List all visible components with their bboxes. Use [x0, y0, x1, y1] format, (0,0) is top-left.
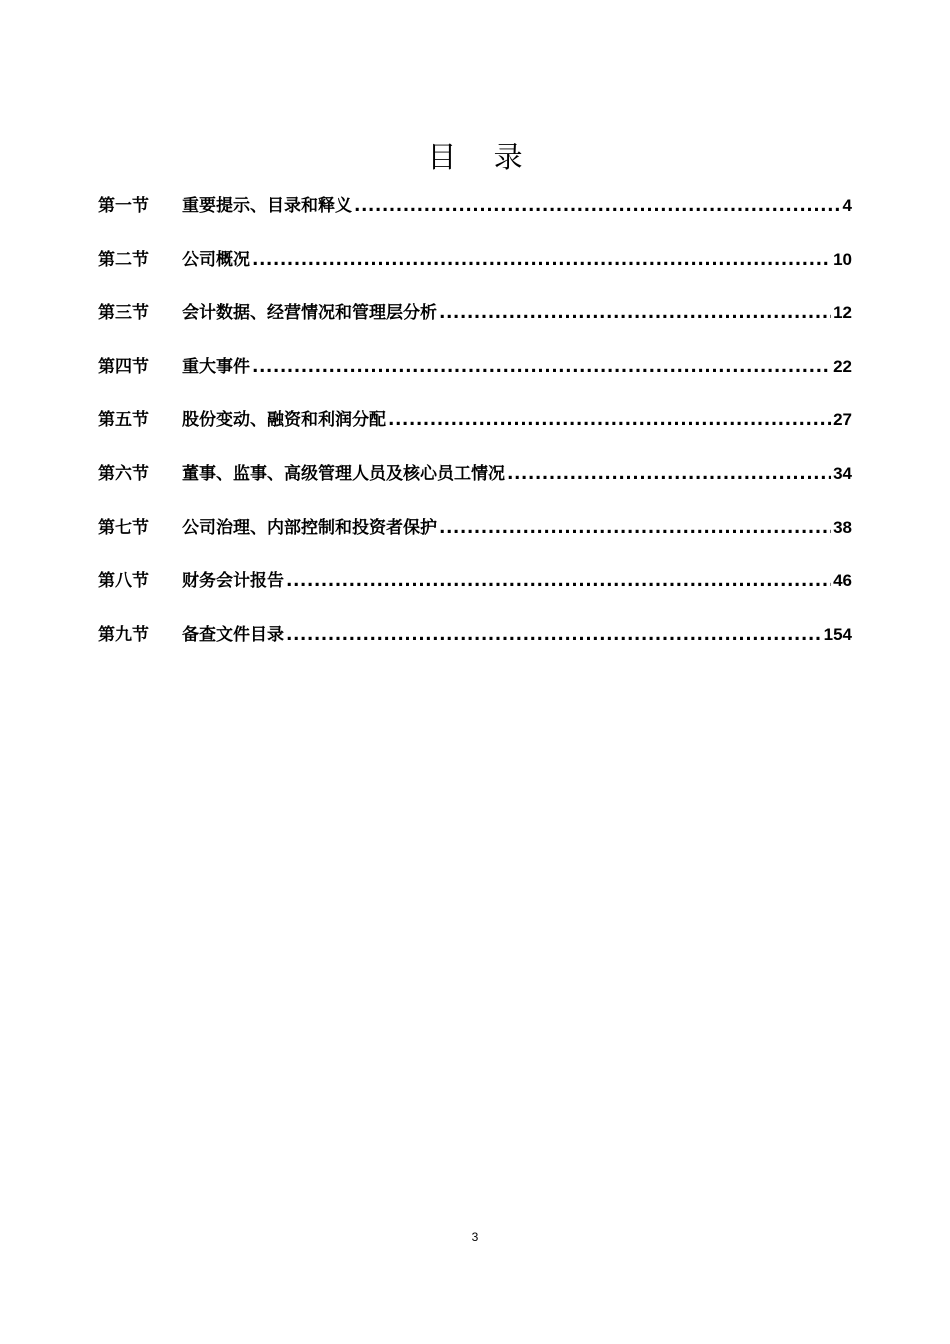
toc-dot-leader	[439, 512, 831, 544]
toc-entry[interactable]	[98, 351, 852, 405]
toc-section-number: 第九节	[98, 624, 149, 645]
toc-section-title: 公司治理、内部控制和投资者保护	[182, 517, 437, 538]
toc-page-number: 10	[833, 249, 852, 269]
toc-section-number: 第五节	[98, 410, 149, 431]
toc-section-title: 公司概况	[182, 249, 250, 270]
toc-section-number: 第一节	[98, 196, 149, 216]
toc-section-number: 第七节	[98, 517, 149, 538]
toc-dot-leader	[354, 190, 841, 222]
toc-section-number: 第二节	[98, 249, 149, 270]
toc-section-title: 重要提示、目录和释义	[182, 196, 352, 216]
toc-entry[interactable]	[98, 190, 852, 244]
page-title: 目 录	[427, 140, 537, 175]
toc-dot-leader	[388, 404, 831, 436]
toc-page-number: 154	[823, 624, 852, 644]
toc-section-number: 第六节	[98, 463, 149, 484]
toc-section-number: 第四节	[98, 356, 149, 377]
toc-section-title: 备查文件目录	[182, 624, 284, 645]
toc-page-number: 46	[833, 571, 852, 591]
toc-dot-leader	[507, 458, 831, 490]
toc-page-number: 27	[833, 410, 852, 430]
toc-entry[interactable]	[98, 404, 852, 458]
toc-section-title: 财务会计报告	[182, 571, 284, 592]
toc-page-number: 22	[833, 356, 852, 376]
page-footer-number: 3	[471, 1230, 479, 1244]
toc-section-title: 股份变动、融资和利润分配	[182, 410, 386, 431]
toc-entry[interactable]	[98, 458, 852, 512]
toc-section-number: 第八节	[98, 571, 149, 592]
toc-page-number: 4	[842, 196, 852, 215]
toc-entry[interactable]	[98, 565, 852, 619]
toc-section-number: 第三节	[98, 303, 149, 324]
toc-dot-leader	[252, 244, 831, 276]
toc-page-number: 12	[833, 303, 852, 323]
toc-entry[interactable]	[98, 512, 852, 566]
toc-dot-leader	[286, 565, 831, 597]
toc-page-number: 34	[833, 463, 852, 483]
toc-entry[interactable]	[98, 619, 852, 673]
table-of-contents	[98, 190, 852, 672]
toc-section-title: 董事、监事、高级管理人员及核心员工情况	[182, 463, 505, 484]
toc-entry[interactable]	[98, 244, 852, 298]
toc-section-title: 重大事件	[182, 356, 250, 377]
toc-dot-leader	[252, 351, 831, 383]
toc-section-title: 会计数据、经营情况和管理层分析	[182, 303, 437, 324]
toc-page-number: 38	[833, 517, 852, 537]
toc-dot-leader	[286, 619, 822, 651]
toc-dot-leader	[439, 297, 831, 329]
toc-entry[interactable]	[98, 297, 852, 351]
